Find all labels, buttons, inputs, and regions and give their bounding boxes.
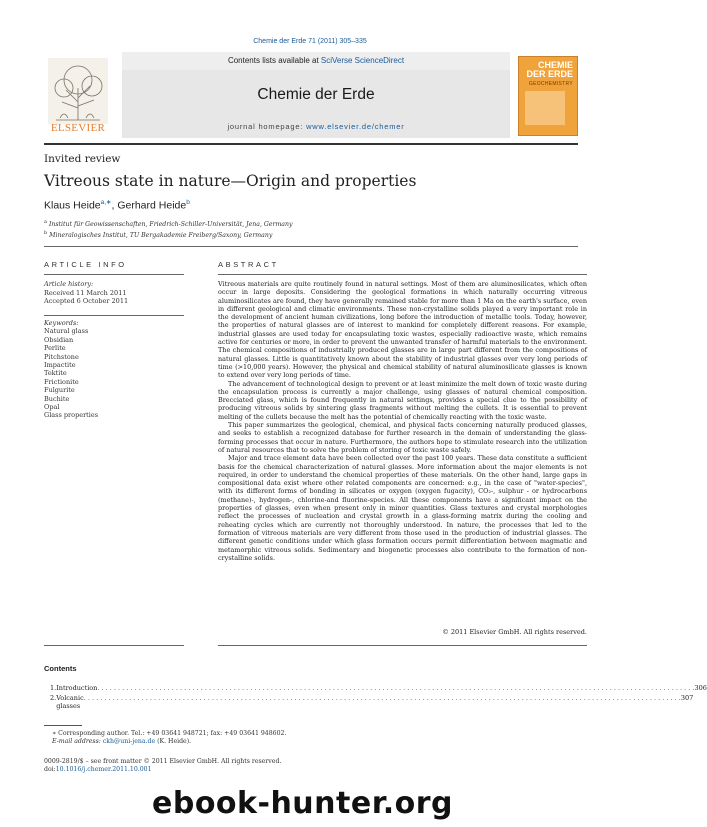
- article-info-rule: [44, 274, 184, 275]
- keywords-block: [44, 319, 184, 420]
- header-rule: [44, 143, 578, 145]
- keyword: Impactite: [44, 361, 76, 370]
- affiliation-b: [44, 229, 444, 240]
- toc-number: 1.: [50, 684, 57, 692]
- cover-subtitle: GEOCHEMISTRY: [528, 81, 573, 87]
- footnote-contact: [52, 730, 472, 738]
- abstract-paragraph: Major and trace element data have been collected over the past 100 years. These data constitute a sufficient basis for the chemical characterization of natural glasses. More information about the major elements is not required, in order to understand the chemical properties of these materials. On the other hand, large gaps in compositional data exist where other related components are concerned: e.g., in the case of "water-species", with its different forms of bonding in silicates or oxygen (oxygen fugacity), CO₂-, sulphur - or hydrocarbons (methane)-, hydrogen-, chlorine-and fluorine-species. All these components have a significant impact on the properties of glasses, even when present only in minor quantities. Glass textures and crystal morphologies reflect the processes of nucleation and crystal growth in a glass-forming matrix during the cooling and reheating cycles which are currently not thoroughly understood. In nature, the processes that led to the formation of vitreous materials are very different from those used in the production of industrial glasses. The different genetic conditions under which glass formation occurs permit differentiation between magmatic and metamorphic vitreous solids. Sedimentary and biogenetic processes also contribute to the formation of non-crystalline solids.: [218, 454, 587, 562]
- footnote-email-line: [52, 738, 472, 746]
- article-info-bottom-rule: [44, 645, 184, 646]
- header-center: [122, 52, 510, 138]
- journal-reference[interactable]: Chemie der Erde 71 (2011) 305–335: [253, 38, 367, 45]
- toc-page: 307: [680, 694, 694, 702]
- article-history: [44, 280, 184, 306]
- keywords-rule: [44, 315, 184, 316]
- copyright-notice: © 2011 Elsevier GmbH. All rights reserved.: [442, 628, 587, 636]
- author-list: [44, 198, 190, 212]
- affiliation-a: [44, 218, 444, 229]
- article-info-heading: ARTICLE INFO: [44, 260, 127, 269]
- author-separator: ,: [111, 199, 118, 212]
- keyword: Frictionite: [44, 377, 79, 386]
- footnote-mark: ∗: [52, 730, 57, 737]
- keyword: Tektite: [44, 369, 67, 378]
- affiliation-label: a: [44, 219, 47, 225]
- email-label: E-mail address:: [52, 738, 101, 746]
- doi-prefix: doi:: [44, 766, 56, 774]
- history-label: Article history:: [44, 280, 94, 288]
- footnote-text: Corresponding author. Tel.: +49 03641 948721; fax: +49 03641 948602.: [56, 730, 287, 737]
- issn-line: 0009-2819/$ – see front matter © 2011 Elsevier GmbH. All rights reserved.: [44, 758, 282, 765]
- toc-entry[interactable]: [50, 684, 707, 692]
- abstract-body: [218, 280, 587, 562]
- keyword: Buchite: [44, 394, 70, 403]
- abstract-heading: ABSTRACT: [218, 260, 279, 269]
- sciencedirect-link[interactable]: SciVerse ScienceDirect: [320, 56, 405, 65]
- abstract-paragraph: This paper summarizes the geological, chemical, and physical facts concerning naturally produced glasses, and seeks to establish a recognized database for further research in the domain of understanding the glass-forming processes that occur in nature. Furthermore, the authors hope to stimulate research into the utilization of natural resources that to solve the problem of storing of toxic waste safely.: [218, 421, 587, 454]
- cover-title: CHEMIE DER ERDE: [526, 60, 573, 79]
- toc-number: 2.: [50, 694, 57, 702]
- toc-leader: . . . . . . . . . . . . . . . . . . . . . . . . . . . . . . . . . . . . . . . . . . . . . . . . . . . . . . . . . . . . . . . . . . . . . . . . . . . . . . . . . . . . . . . . . . . . . . . . . . . . . . . . . . . . . . . . . . . . . . . . . . . . . . . . . . . . . . . . . . . . . . . . .: [97, 684, 695, 692]
- watermark-text: ebook-hunter.org: [152, 786, 453, 821]
- author-name: Gerhard Heide: [117, 199, 187, 212]
- journal-homepage: [122, 122, 510, 131]
- journal-name: Chemie der Erde: [257, 86, 375, 103]
- keywords-label: Keywords:: [44, 319, 79, 327]
- keyword: Obsidian: [44, 335, 74, 344]
- footnote-rule: [44, 725, 82, 726]
- front-matter: [44, 758, 344, 775]
- affiliation-marker[interactable]: a,∗: [100, 199, 112, 206]
- email-suffix: (K. Heide).: [155, 738, 192, 746]
- journal-header: [44, 52, 578, 138]
- doi-line: [44, 766, 344, 774]
- contents-prefix: Contents lists available at: [227, 56, 321, 65]
- author-name: Klaus Heide: [44, 199, 101, 212]
- contents-heading: Contents: [44, 664, 77, 673]
- contents-available-bar: [122, 52, 510, 70]
- toc-entry[interactable]: [50, 694, 694, 710]
- article-type: Invited review: [44, 153, 121, 165]
- keyword: Perlite: [44, 344, 66, 353]
- journal-box: [122, 70, 510, 138]
- received-date: Received 11 March 2011: [44, 288, 127, 297]
- homepage-link[interactable]: www.elsevier.de/chemer: [306, 122, 405, 131]
- journal-cover-image: [518, 56, 578, 136]
- doi-link[interactable]: 10.1016/j.chemer.2011.10.001: [55, 766, 152, 774]
- keyword: Fulgurite: [44, 386, 75, 395]
- abstract-bottom-rule: [218, 645, 587, 646]
- keyword: Opal: [44, 403, 60, 412]
- toc-page: 306: [694, 684, 707, 692]
- email-link[interactable]: ckh@uni-jena.de: [102, 738, 156, 746]
- toc-title[interactable]: Introduction: [56, 684, 98, 692]
- affiliations: [44, 218, 444, 240]
- affiliation-marker[interactable]: b: [186, 199, 190, 206]
- accepted-date: Accepted 6 October 2011: [44, 297, 129, 305]
- abstract-rule: [218, 274, 587, 275]
- affiliation-label: b: [44, 230, 48, 237]
- corresponding-author-footnote: [52, 730, 472, 747]
- abstract-paragraph: Vitreous materials are quite routinely found in natural settings. Most of them are aluminosilicates, which often occur in large deposits. Considering the geological formations in which naturally occurring vitreous aluminosilicates are found, they have generally remained stable for more than 1 Ma on the earth's surface, even in different geological and climatic environments. These non-crystalline solids played a very important role in the development of ancient human civilizations, long before the introduction of metallic tools. Today, however, the properties of natural glasses are of interest to mankind for completely different reasons. For example, industrial glasses are used today for encapsulating toxic wastes, especially radioactive waste, which remains active for centuries or more, in order to prevent the unwanted transfer of harmful materials to the environment. The chemical compositions of industrially produced glasses are in large part different from the compositions of natural glasses. Little is quantitatively known about the stability of industrial glasses over very long periods of time (>10,000 years). However, the physical and chemical stability of natural aluminosilicate glasses is known to extend over very long periods of time.: [218, 280, 587, 380]
- toc-leader: . . . . . . . . . . . . . . . . . . . . . . . . . . . . . . . . . . . . . . . . . . . . . . . . . . . . . . . . . . . . . . . . . . . . . . . . . . . . . . . . . . . . . . . . . . . . . . . . . . . . . . . . . . . . . . . . . . . . . . . . . . . . . . . . . . . . . . . . . . . . . . . . .: [83, 694, 681, 702]
- article-title: Vitreous state in nature—Origin and properties: [44, 172, 417, 190]
- keyword: Pitchstone: [44, 352, 79, 361]
- keyword: Natural glass: [44, 327, 89, 336]
- affiliation-text: Mineralogisches Institut, TU Bergakademie Freiberg/Saxony, Germany: [47, 232, 273, 240]
- affiliation-text: Institut für Geowissenschaften, Friedrich-Schiller-Universität, Jena, Germany: [46, 221, 293, 229]
- elsevier-wordmark: ELSEVIER: [50, 122, 106, 134]
- toc-title[interactable]: Volcanic glasses: [56, 694, 84, 710]
- cover-graphic: [525, 91, 565, 125]
- section-rule: [44, 246, 578, 247]
- homepage-prefix: journal homepage:: [227, 122, 307, 131]
- keyword: Glass properties: [44, 411, 99, 420]
- abstract-paragraph: The advancement of technological design to prevent or at least minimize the melt down of toxic waste during the encapsulation process is currently a major challenge, using glasses of natural chemical composition. Brecciated glass, which is found frequently in natural settings, provides a special clue to the possibility of producing vitreous solids by sintering glass fragments without melting the cullets. It is essential to prevent melting of the cullets because the melt has the potential of chemically reacting with the toxic waste.: [218, 379, 587, 421]
